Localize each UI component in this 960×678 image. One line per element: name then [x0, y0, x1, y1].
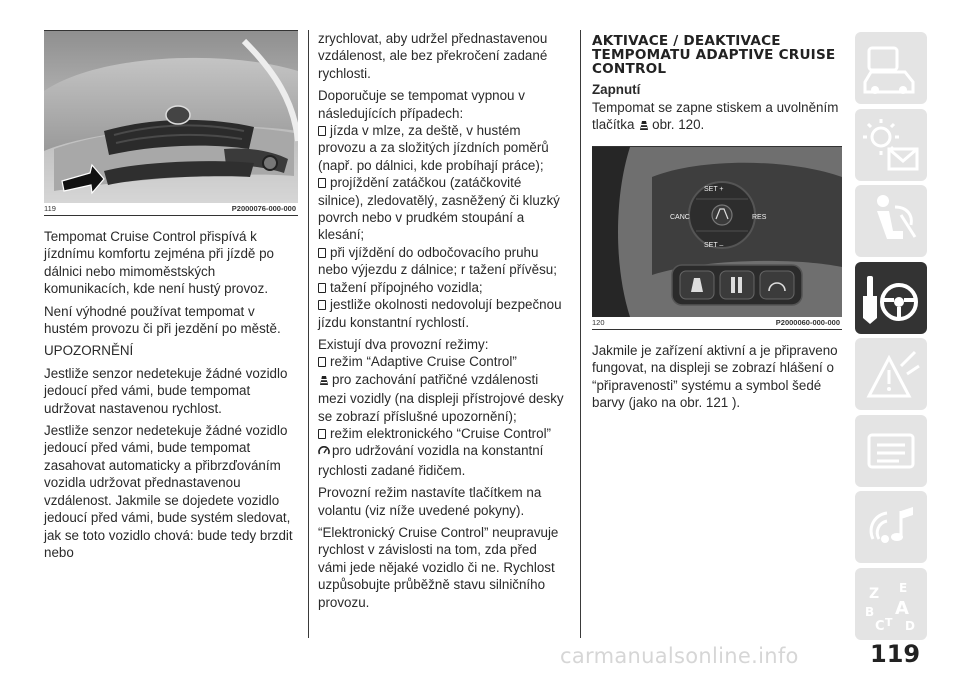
- mode-description: pro udržování vozidla na konstantní rychlosti zadané řidičem.: [318, 443, 544, 478]
- tab-warning-lights[interactable]: [855, 109, 927, 181]
- svg-text:Z: Z: [869, 585, 880, 602]
- svg-text:A: A: [895, 597, 909, 619]
- speedometer-icon: [318, 444, 330, 461]
- checkbox-icon: [318, 429, 326, 439]
- figure-number: 119: [44, 204, 56, 213]
- column-3: [592, 30, 842, 416]
- set-plus-label: SET +: [704, 185, 724, 193]
- checkbox-icon: [318, 300, 326, 310]
- list-item: při vjíždění do odbočovacího pruhu nebo výjezdu z dálnice; r tažení přívěsu;: [318, 244, 557, 278]
- chapter-tabs: [855, 32, 927, 644]
- mode-description: pro zachování patřičné vzdálenosti mezi vozidly (na displeji přístrojové desky se zobrazí příslušné upozornění);: [318, 371, 564, 424]
- column-divider: [308, 30, 309, 638]
- svg-text:E: E: [899, 580, 908, 595]
- seat-airbag-icon: [855, 185, 927, 257]
- paragraph: Doporučuje se tempomat vypnou v následujících případech:: [318, 88, 525, 121]
- canc-label: CANC: [670, 213, 690, 221]
- warning-heading: UPOZORNĚNÍ: [44, 343, 134, 359]
- paragraph: Není výhodné používat tempomat v hustém provozu či při jezdění po městě.: [44, 303, 281, 337]
- paragraph: Jestliže senzor nedetekuje žádné vozidlo jedoucí před vámi, bude tempomat zasahovat automaticky a přibrzďováním vozidla udržovat přednastavenou vzdálenost. Jakmile se dojedete vozidlo jedoucí před vámi, bude systém sledovat, jak se toto vozidlo chová: bude tedy brzdit nebo: [44, 423, 293, 560]
- checkbox-icon: [318, 178, 326, 188]
- checkbox-icon: [318, 283, 326, 293]
- svg-text:D: D: [905, 618, 915, 633]
- warning-triangle-icon: [855, 338, 927, 410]
- checkbox-icon: [318, 357, 326, 367]
- svg-text:C: C: [875, 618, 885, 634]
- figure-119: [44, 30, 298, 216]
- watermark: carmanualsonline.info: [560, 644, 799, 668]
- adaptive-cruise-icon: [318, 373, 330, 390]
- section-heading: AKTIVACE / DEAKTIVACE TEMPOMATU ADAPTIVE CRUISE CONTROL: [592, 33, 836, 77]
- car-dashboard-icon: [855, 32, 927, 104]
- paragraph: Jakmile je zařízení aktivní a je připraveno fungovat, na displeji se zobrazí hlášení o “připravenosti” systému a symbol šedé barvy (jako na obr. 121 ).: [592, 342, 838, 411]
- warning-lights-icon: [855, 109, 927, 181]
- set-minus-label: SET –: [704, 241, 724, 249]
- list-item: režim elektronického “Cruise Control”: [318, 425, 568, 442]
- list-item: jízda v mlze, za deště, v hustém provozu a za složitých jízdních poměrů (např. po dálnici, kde probíhají práce);: [318, 123, 549, 173]
- paragraph: Jestliže senzor nedetekuje žádné vozidlo jedoucí před vámi, bude tempomat udržovat nastavenou rychlost.: [44, 365, 288, 416]
- list-item: tažení přípojného vozidla;: [318, 279, 568, 296]
- paragraph: Existují dva provozní režimy:: [318, 336, 489, 352]
- paragraph: Tempomat se zapne stiskem a uvolněním tlačítka obr. 120.: [592, 99, 842, 136]
- adaptive-cruise-icon: [638, 118, 650, 135]
- checkbox-icon: [318, 248, 326, 258]
- tab-multimedia[interactable]: [855, 491, 927, 563]
- list-item: režim “Adaptive Cruise Control”: [318, 353, 568, 370]
- tab-maintenance[interactable]: [855, 415, 927, 487]
- column-1: [44, 30, 298, 566]
- paragraph: Tempomat Cruise Control přispívá k jízdnímu komfortu zejména při jízdě po dálnici nebo mimoměstských komunikacích, kde není hustý provoz.: [44, 229, 274, 297]
- svg-text:T: T: [885, 615, 893, 629]
- multimedia-icon: [855, 491, 927, 563]
- tab-index[interactable]: [855, 568, 927, 640]
- figure-number: 120: [592, 317, 605, 327]
- paragraph: Provozní režim nastavíte tlačítkem na volantu (viz níže uvedené pokyny).: [318, 485, 542, 518]
- figure-120: [592, 146, 842, 330]
- checkbox-icon: [318, 126, 326, 136]
- steering-wheel-photo: [592, 147, 842, 317]
- key-steering-wheel-icon: [855, 262, 927, 334]
- list-item: jestliže okolnosti nedovolují bezpečnou jízdu konstantní rychlostí.: [318, 297, 562, 330]
- tab-driving[interactable]: [855, 262, 927, 334]
- tab-dashboard[interactable]: [855, 32, 927, 104]
- car-front-photo: [44, 31, 298, 203]
- service-tools-icon: [855, 415, 927, 487]
- figure-code: P2000060-000-000: [775, 317, 840, 327]
- list-item: projíždění zatáčkou (zatáčkovité silnice), zledovatělý, zasněžený či kluzký povrch nebo v prudkém stoupání a klesání;: [318, 175, 560, 243]
- figure-code: P2000076-000-000: [231, 204, 296, 213]
- column-2: [318, 30, 568, 616]
- paragraph: zrychlovat, aby udržel přednastavenou vzdálenost, ale bez překročení zadané rychlosti.: [318, 31, 548, 81]
- page-number: 119: [870, 640, 921, 668]
- tab-safety[interactable]: [855, 185, 927, 257]
- index-letters-icon: [855, 568, 927, 640]
- res-label: RES: [752, 213, 767, 221]
- subheading: Zapnutí: [592, 82, 641, 97]
- paragraph: “Elektronický Cruise Control” neupravuje rychlost v závislosti na tom, zda před vámi jede nějaké vozidlo či ne. Rychlost uzpůsobujte průběžně stavu silničního provozu.: [318, 524, 559, 610]
- tab-emergency[interactable]: [855, 338, 927, 410]
- svg-text:B: B: [865, 604, 875, 619]
- column-divider: [580, 30, 581, 638]
